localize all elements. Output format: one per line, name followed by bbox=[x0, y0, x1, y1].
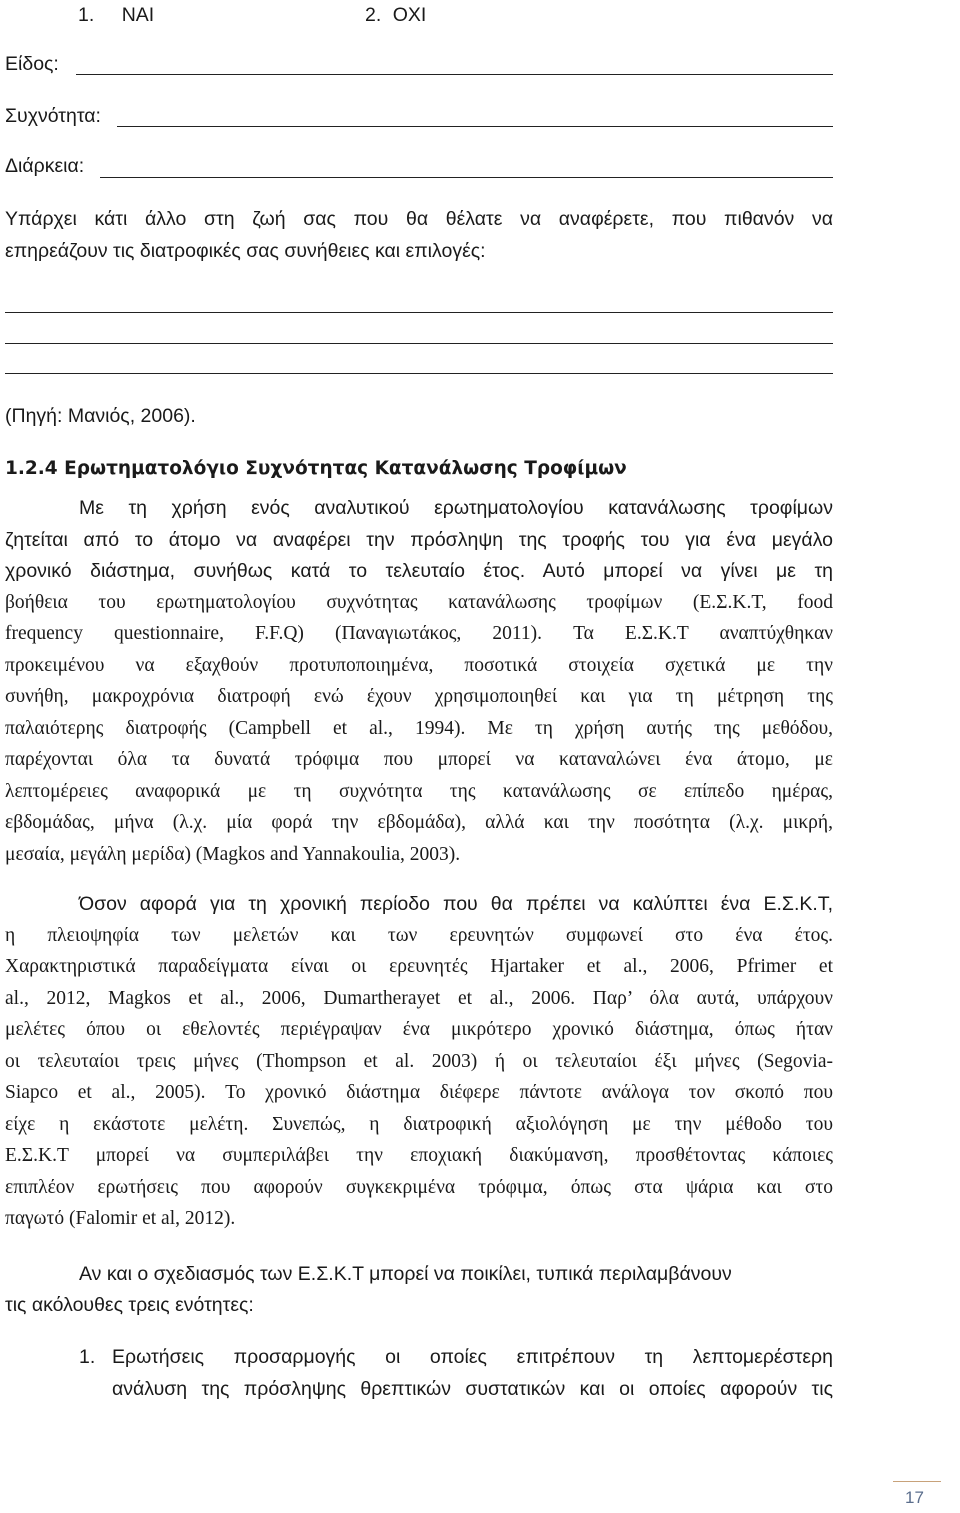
paragraph-1-line-8: παλαιότερης διατροφής (Campbell et al., 1994). Με τη χρήση αυτής της μεθόδου, bbox=[5, 718, 833, 739]
paragraph-1-line-12: μεσαία, μεγάλη μερίδα) (Magkos and Yannakoulia, 2003). bbox=[5, 844, 461, 865]
frequency-label: Συχνότητα: bbox=[5, 105, 101, 127]
paragraph-2-line-9: Ε.Σ.Κ.Τ μπορεί να συμπεριλάβει την εποχιακή διακύμανση, προσθέτοντας κάποιες bbox=[5, 1145, 833, 1166]
paragraph-2-line-4: al., 2012, Magkos et al., 2006, Dumartherayet et al., 2006. Παρ’ όλα αυτά, υπάρχουν bbox=[5, 988, 833, 1009]
type-label: Είδος: bbox=[5, 53, 59, 75]
page-number: 17 bbox=[905, 1488, 924, 1507]
paragraph-2-line-10: επιπλέον ερωτήσεις που αφορούν συγκεκριμένα τρόφιμα, όπως στα ψάρια και στο bbox=[5, 1177, 833, 1198]
option-yes-label: ΝΑΙ bbox=[121, 4, 155, 26]
other-question-line-2: επηρεάζουν τις διατροφικές σας συνήθειες και επιλογές: bbox=[5, 240, 486, 262]
list-item-1-number: 1. bbox=[79, 1346, 96, 1368]
frequency-field-line bbox=[117, 126, 833, 127]
duration-label: Διάρκεια: bbox=[5, 155, 85, 177]
paragraph-2-line-1: Όσον αφορά για τη χρονική περίοδο που θα πρέπει να καλύπτει ένα Ε.Σ.Κ.Τ, bbox=[79, 893, 833, 915]
answer-line-1 bbox=[5, 312, 833, 313]
section-number: 1.2.4 bbox=[5, 458, 58, 479]
page-number-rule bbox=[893, 1481, 941, 1482]
section-title: Ερωτηματολόγιο Συχνότητας Κατανάλωσης Τροφίμων bbox=[64, 458, 627, 479]
paragraph-2-line-11: παγωτό (Falomir et al, 2012). bbox=[5, 1208, 236, 1229]
duration-field-line bbox=[100, 177, 833, 178]
paragraph-1-line-10: λεπτομέρειες αναφορικά με τη συχνότητα της κατανάλωσης σε επίπεδο ημέρας, bbox=[5, 781, 833, 802]
paragraph-1-line-3: χρονικό διάστημα, συνήθως κατά το τελευταίο έτος. Αυτό μπορεί να γίνει με τη bbox=[5, 560, 833, 582]
paragraph-2-line-7: Siapco et al., 2005). Το χρονικό διάστημα διέφερε πάντοτε ανάλογα τον σκοπό που bbox=[5, 1082, 833, 1103]
other-question-line-1: Υπάρχει κάτι άλλο στη ζωή σας που θα θέλατε να αναφέρετε, που πιθανόν να bbox=[5, 208, 833, 230]
paragraph-1-line-6: προκειμένου να εξαχθούν προτυποποιημένα, ποσοτικά στοιχεία σχετικά με την bbox=[5, 655, 833, 676]
paragraph-2-line-2: η πλειοψηφία των μελετών και των ερευνητών συμφωνεί στο ένα έτος. bbox=[5, 925, 833, 946]
paragraph-1-line-2: ζητείται από το άτομο να αναφέρει την πρόσληψη της τροφής του για ένα μεγάλο bbox=[5, 529, 833, 551]
option-yes bbox=[78, 4, 154, 27]
paragraph-2-line-8: είχε η εκάστοτε μελέτη. Συνεπώς, η διατροφική αξιολόγηση με την μέθοδο του bbox=[5, 1114, 833, 1135]
type-field-line-2 bbox=[302, 74, 833, 75]
paragraph-1-line-5: frequency questionnaire, F.F.Q) (Παναγιωτάκος, 2011). Τα Ε.Σ.Κ.Τ αναπτύχθηκαν bbox=[5, 623, 833, 644]
paragraph-3-line-2: τις ακόλουθες τρεις ενότητες: bbox=[5, 1294, 254, 1316]
paragraph-1-line-1: Με τη χρήση ενός αναλυτικού ερωτηματολογίου κατανάλωσης τροφίμων bbox=[79, 497, 833, 519]
section-heading bbox=[5, 458, 627, 479]
paragraph-2-line-3: Χαρακτηριστικά παραδείγματα είναι οι ερευνητές Hjartaker et al., 2006, Pfrimer et bbox=[5, 956, 833, 977]
paragraph-2-line-6: οι τελευταίοι τρεις μήνες (Thompson et al. 2003) ή οι τελευταίοι έξι μήνες (Segovia- bbox=[5, 1051, 833, 1072]
list-item-1-line-2: ανάλυση της πρόσληψης θρεπτικών συστατικών και οι οποίες αφορούν τις bbox=[112, 1378, 833, 1400]
option-no bbox=[365, 4, 426, 27]
paragraph-1-line-7: συνήθη, μακροχρόνια διατροφή ενώ έχουν χρησιμοποιηθεί και για τη μέτρηση της bbox=[5, 686, 833, 707]
source-citation: (Πηγή: Μανιός, 2006). bbox=[5, 405, 196, 427]
paragraph-3-line-1: Αν και ο σχεδιασμός των Ε.Σ.Κ.Τ μπορεί να ποικίλει, τυπικά περιλαμβάνουν bbox=[79, 1263, 732, 1285]
answer-line-2 bbox=[5, 343, 833, 344]
list-item-1-line-1: Ερωτήσεις προσαρμογής οι οποίες επιτρέπουν τη λεπτομερέστερη bbox=[112, 1346, 833, 1368]
option-yes-number: 1. bbox=[78, 4, 95, 26]
option-no-label: ΟΧΙ bbox=[392, 4, 427, 26]
option-no-number: 2. bbox=[365, 4, 382, 26]
paragraph-1-line-4: βοήθεια του ερωτηματολογίου συχνότητας κατανάλωσης τροφίμων (Ε.Σ.Κ.Τ, food bbox=[5, 592, 833, 613]
type-field-line-1 bbox=[76, 74, 304, 75]
paragraph-1-line-11: εβδομάδας, μήνα (λ.χ. μία φορά την εβδομάδα), αλλά και την ποσότητα (λ.χ. μικρή, bbox=[5, 812, 833, 833]
paragraph-1-line-9: παρέχονται όλα τα δυνατά τρόφιμα που μπορεί να καταναλώνει ένα άτομο, με bbox=[5, 749, 833, 770]
paragraph-2-line-5: μελέτες όπου οι εθελοντές περιέγραψαν ένα μικρότερο χρονικό διάστημα, όπως ήταν bbox=[5, 1019, 833, 1040]
answer-line-3 bbox=[5, 373, 833, 374]
